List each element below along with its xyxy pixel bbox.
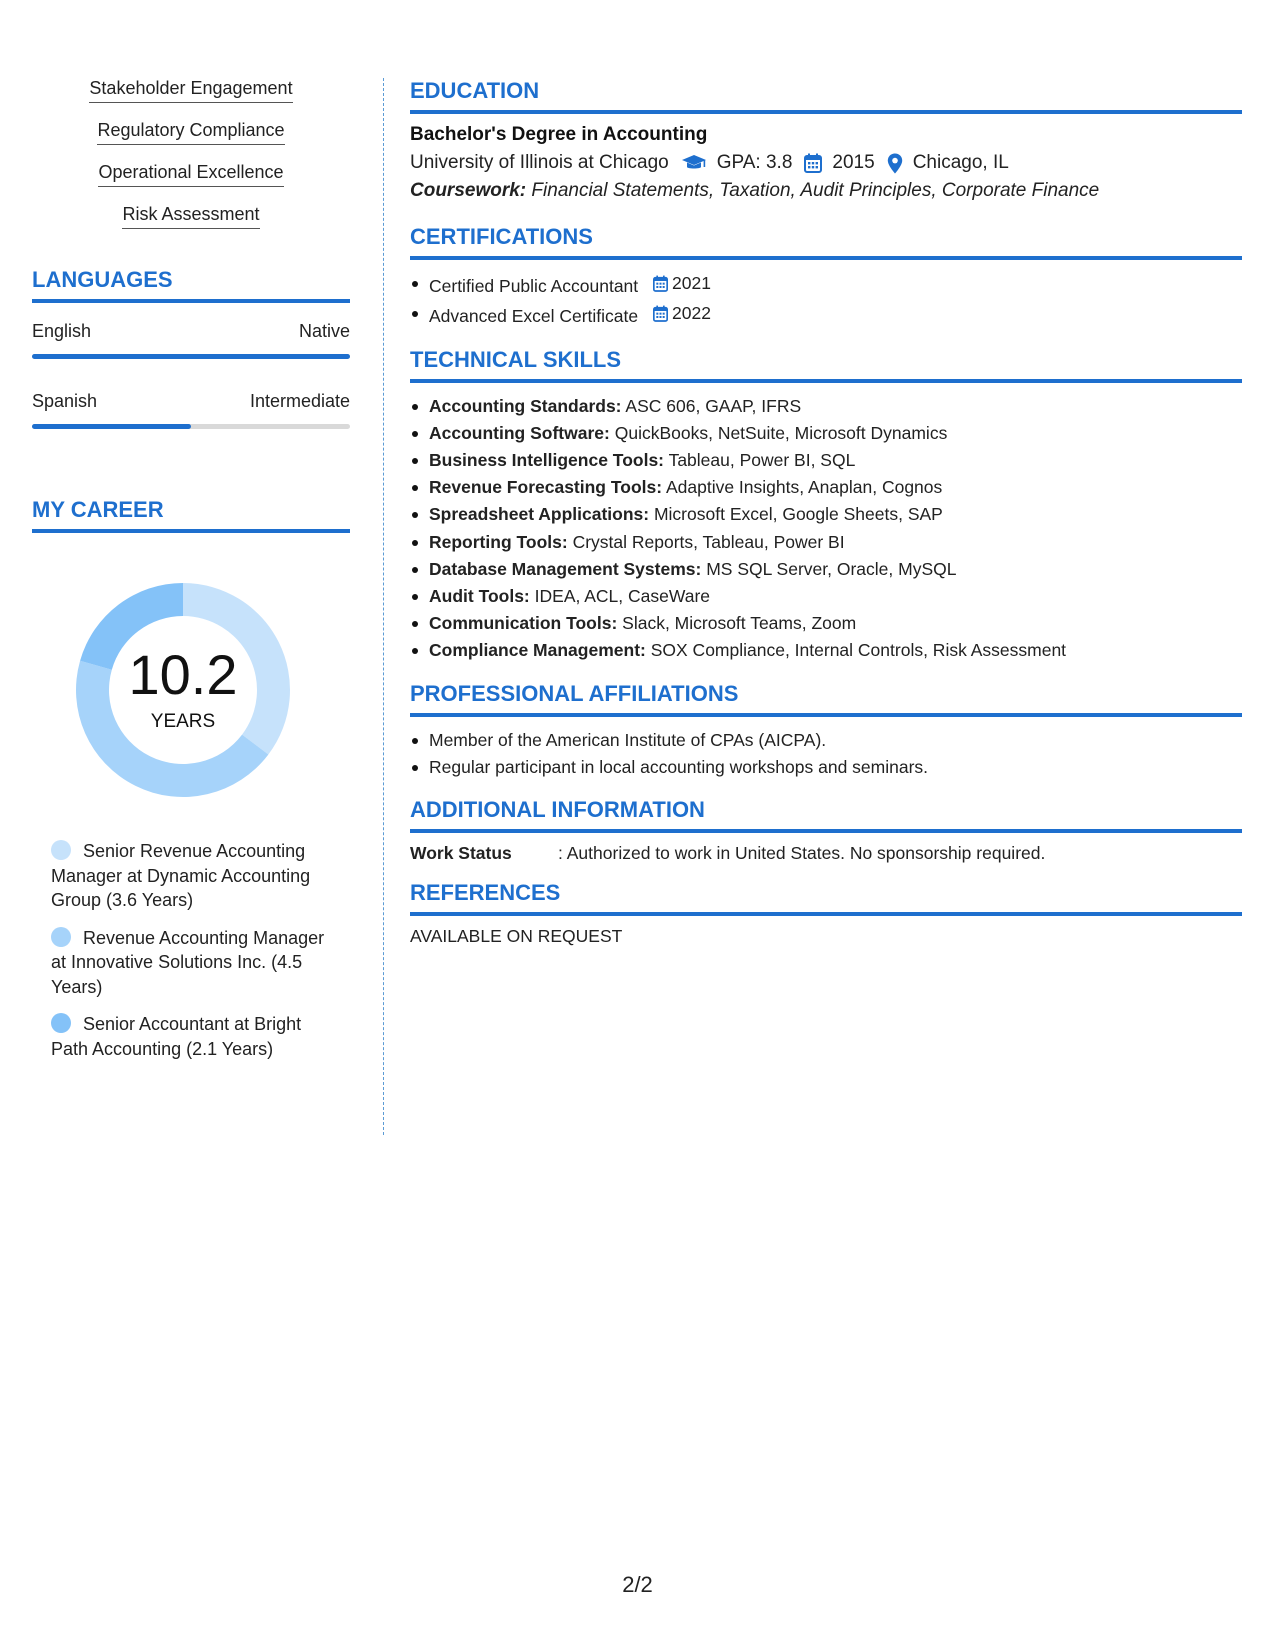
skill-item [410,583,1242,610]
school-name: University of Illinois at Chicago [410,152,669,173]
career-item [51,1012,341,1061]
skill-item [410,501,1242,528]
skill-value: Adaptive Insights, Anaplan, Cognos [665,477,943,498]
skill-item [410,447,1242,474]
skill-item [410,474,1242,501]
additional-info-section [410,797,1242,864]
career-total-unit: YEARS [150,711,216,732]
skill-label: Spreadsheet Applications: [429,504,650,525]
coursework-list: Financial Statements, Taxation, Audit Principles, Corporate Finance [531,180,1100,201]
references-text: AVAILABLE ON REQUEST [410,926,623,947]
skill-label: Audit Tools: [429,586,530,607]
language-bar-fill [32,354,350,359]
skill-tag: Stakeholder Engagement [89,78,292,103]
language-bar [32,354,350,359]
skill-label: Database Management Systems: [429,558,702,579]
skill-value: Slack, Microsoft Teams, Zoom [622,613,857,634]
column-divider [383,78,384,1135]
skill-label: Accounting Standards: [429,395,622,416]
references-heading: REFERENCES [410,880,1242,916]
certification-name: Certified Public Accountant [429,276,639,297]
work-status-row [410,843,1242,864]
career-item-text: Revenue Accounting Manager at Innovative Solutions Inc. (4.5 Years) [51,927,325,997]
certifications-list [410,270,1242,331]
language-name: Spanish [32,391,98,411]
calendar-icon [653,305,668,322]
skill-label: Revenue Forecasting Tools: [429,477,663,498]
language-bar-fill [32,424,191,429]
certification-name: Advanced Excel Certificate [429,306,639,327]
degree-title: Bachelor's Degree in Accounting [410,124,708,145]
references-section [410,880,1242,947]
language-item [32,321,350,359]
calendar-icon [653,275,668,292]
skill-label: Reporting Tools: [429,531,568,552]
skill-item [410,610,1242,637]
language-name: English [32,321,92,341]
certification-item [410,300,1242,330]
certifications-section [410,224,1242,331]
language-level: Intermediate [249,391,350,411]
certification-year: 2021 [672,273,711,293]
skill-label: Compliance Management: [429,640,646,661]
work-status-label: Work Status [410,843,512,864]
technical-skills-list [410,393,1242,665]
right-column [410,78,1242,963]
calendar-icon [804,153,822,173]
location-pin-icon [887,153,903,174]
certification-item [410,270,1242,300]
skill-item [410,420,1242,447]
technical-skills-heading: TECHNICAL SKILLS [410,347,1242,383]
skill-value: QuickBooks, NetSuite, Microsoft Dynamics [614,422,948,443]
skill-label: Communication Tools: [429,613,618,634]
coursework [410,180,1242,202]
skill-item [410,637,1242,664]
career-item [51,839,341,913]
career-dot-icon [51,840,71,860]
career-list [51,839,341,1061]
career-donut [68,575,298,805]
technical-skills-section [410,347,1242,665]
career-item [51,926,341,1000]
career-dot-icon [51,927,71,947]
affiliation-item: Regular participant in local accounting workshops and seminars. [410,754,1242,781]
language-item [32,391,350,429]
certifications-heading: CERTIFICATIONS [410,224,1242,260]
language-level: Native [298,321,350,341]
skill-value: MS SQL Server, Oracle, MySQL [706,558,957,579]
work-status-value: : Authorized to work in United States. No sponsorship required. [558,843,1046,864]
skill-tag: Regulatory Compliance [97,120,284,145]
career-item-text: Senior Accountant at Bright Path Accounting (2.1 Years) [51,1014,302,1059]
career-dot-icon [51,1013,71,1033]
skill-value: Tableau, Power BI, SQL [668,450,856,470]
skill-value: Microsoft Excel, Google Sheets, SAP [653,504,943,525]
education-section [410,78,1242,202]
affiliations-section [410,681,1242,781]
career-total-years: 10.2 [128,643,238,706]
skill-tag: Risk Assessment [122,204,259,229]
education-heading: EDUCATION [410,78,1242,114]
skill-label: Business Intelligence Tools: [429,450,665,470]
certification-year: 2022 [672,303,711,324]
career-item-text: Senior Revenue Accounting Manager at Dynamic Accounting Group (3.6 Years) [51,841,311,910]
affiliations-list [410,727,1242,781]
skill-item [410,556,1242,583]
graduation-cap-icon [681,154,707,172]
skill-value: IDEA, ACL, CaseWare [534,586,711,607]
education-meta [410,152,1242,174]
affiliations-heading: PROFESSIONAL AFFILIATIONS [410,681,1242,717]
skill-tag: Operational Excellence [98,162,283,187]
skill-item [410,529,1242,556]
skill-value: SOX Compliance, Internal Controls, Risk Assessment [650,640,1067,661]
languages-heading: LANGUAGES [32,267,350,303]
language-bar [32,424,350,429]
skill-item [410,393,1242,420]
gpa: GPA: 3.8 [716,152,793,173]
page-number: 2/2 [622,1572,653,1597]
coursework-label: Coursework: [410,180,527,201]
career-heading: MY CAREER [32,497,350,533]
skill-label: Accounting Software: [429,422,610,443]
graduation-year: 2015 [832,152,875,173]
affiliation-item: Member of the American Institute of CPAs (AICPA). [410,727,1242,754]
left-column [32,78,350,1074]
education-location: Chicago, IL [912,152,1009,173]
skill-tags [32,78,350,229]
additional-info-heading: ADDITIONAL INFORMATION [410,797,1242,833]
skill-value: ASC 606, GAAP, IFRS [625,395,802,416]
skill-value: Crystal Reports, Tableau, Power BI [572,531,845,552]
